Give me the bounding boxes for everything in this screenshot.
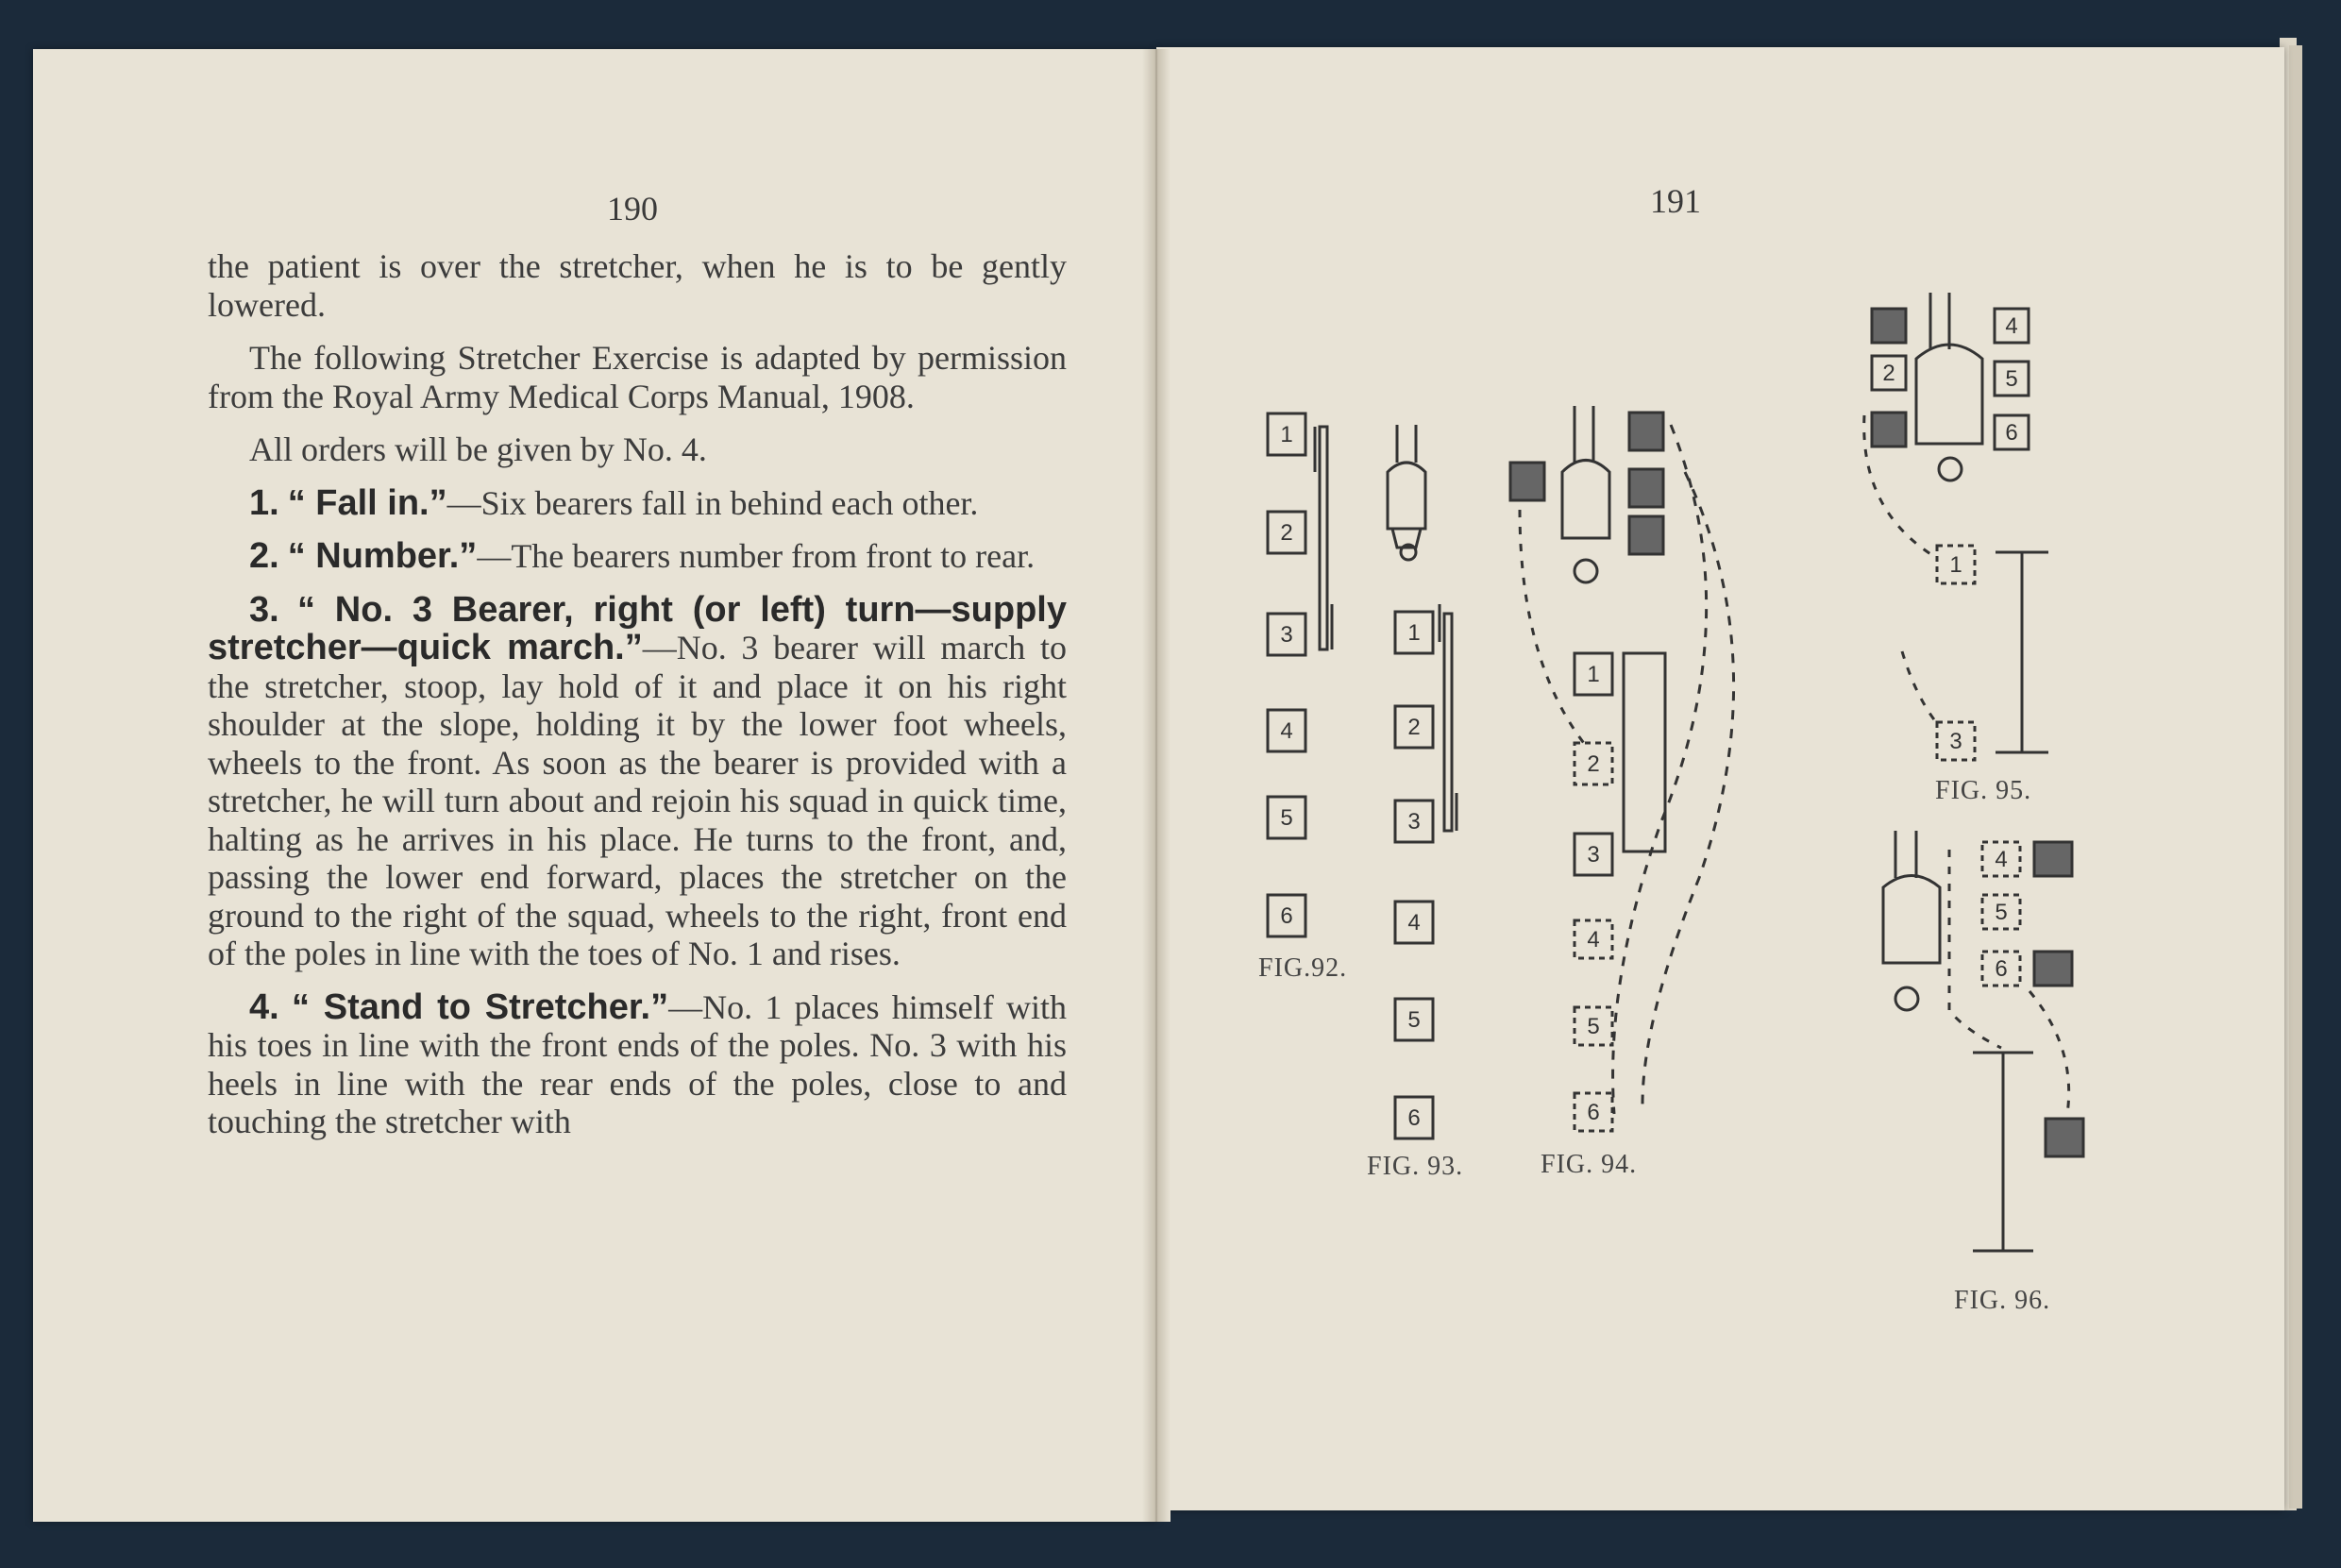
svg-text:4: 4 [1995,847,2008,872]
svg-text:6: 6 [1280,903,1293,929]
order-2-command: “ Number.” [287,536,478,576]
caption-fig93: FIG. 93. [1367,1152,1464,1181]
svg-text:4: 4 [1280,718,1293,744]
caption-fig96: FIG. 96. [1954,1286,2051,1315]
svg-text:4: 4 [1587,927,1600,953]
order-1: 1. “ Fall in.”—Six bearers fall in behind each other. [249,482,979,523]
svg-text:5: 5 [1587,1014,1600,1039]
caption-fig92: FIG.92. [1258,953,1348,983]
svg-text:6: 6 [1407,1105,1421,1131]
svg-text:2: 2 [1407,715,1421,740]
svg-text:3: 3 [1280,622,1293,648]
order-1-command: “ Fall in.” [287,482,447,523]
svg-text:3: 3 [1949,729,1962,754]
svg-text:5: 5 [2005,366,2018,392]
svg-text:1: 1 [1407,620,1421,646]
svg-text:1: 1 [1587,662,1600,687]
fig92-diagram [1268,413,1425,936]
paragraph-intro: The following Stretcher Exercise is adapted by permission from the Royal Army Medical Corps Manual, 1908. [208,339,1067,415]
svg-text:2: 2 [1587,751,1600,777]
svg-text:5: 5 [1407,1007,1421,1033]
fig96-diagram [1883,831,2083,1251]
order-4: 4. “ Stand to Stretcher.”—No. 1 places himself with his toes in line with the front ends of the poles. No. 3 with his heels in line with the rear ends of the poles, close to and touching the stretcher with [208,986,1067,1140]
paragraph-continuation: the patient is over the stretcher, when he is to be gently lowered. [208,247,1067,324]
order-4-command: “ Stand to Stretcher.” [291,986,669,1027]
svg-text:4: 4 [2005,313,2018,339]
fig94-diagram [1510,406,1734,1131]
svg-text:2: 2 [1280,520,1293,546]
svg-text:4: 4 [1407,910,1421,936]
right-page-number: 191 [1650,182,1701,220]
paragraph-orders: All orders will be given by No. 4. [249,430,707,468]
caption-fig94: FIG. 94. [1541,1150,1638,1179]
svg-text:3: 3 [1587,842,1600,868]
svg-text:3: 3 [1407,809,1421,835]
svg-text:2: 2 [1882,361,1895,386]
svg-text:6: 6 [1995,956,2008,982]
svg-text:1: 1 [1280,422,1293,447]
order-3: 3. “ No. 3 Bearer, right (or left) turn—supply stretcher—quick march.”—No. 3 bearer will march to the stretcher, stoop, lay hold of it and place it on his right shoulder at the slope, holding it by the lower foot wheels, wheels to the front. As soon as the bearer is provided with a stretcher, he will turn about and rejoin his squad in quick time, halting as he arrives in his place. He turns to the front, and, passing the lower end forward, places the stretcher on the ground to the right of the squad, wheels to the right, front end of the poles in line with the toes of No. 1 and rises. [208,589,1067,972]
svg-text:1: 1 [1949,552,1962,578]
svg-text:6: 6 [2005,420,2018,446]
svg-text:5: 5 [1280,805,1293,831]
svg-text:5: 5 [1995,900,2008,925]
fig93-diagram [1395,604,1457,1138]
svg-text:6: 6 [1587,1100,1600,1125]
order-3-command: “ No. 3 Bearer, right (or left) turn—supply stretcher—quick march.” [208,589,1067,667]
order-2: 2. “ Number.”—The bearers number from front to rear. [249,536,1036,576]
left-page-number: 190 [607,190,658,228]
caption-fig95: FIG. 95. [1935,776,2032,805]
